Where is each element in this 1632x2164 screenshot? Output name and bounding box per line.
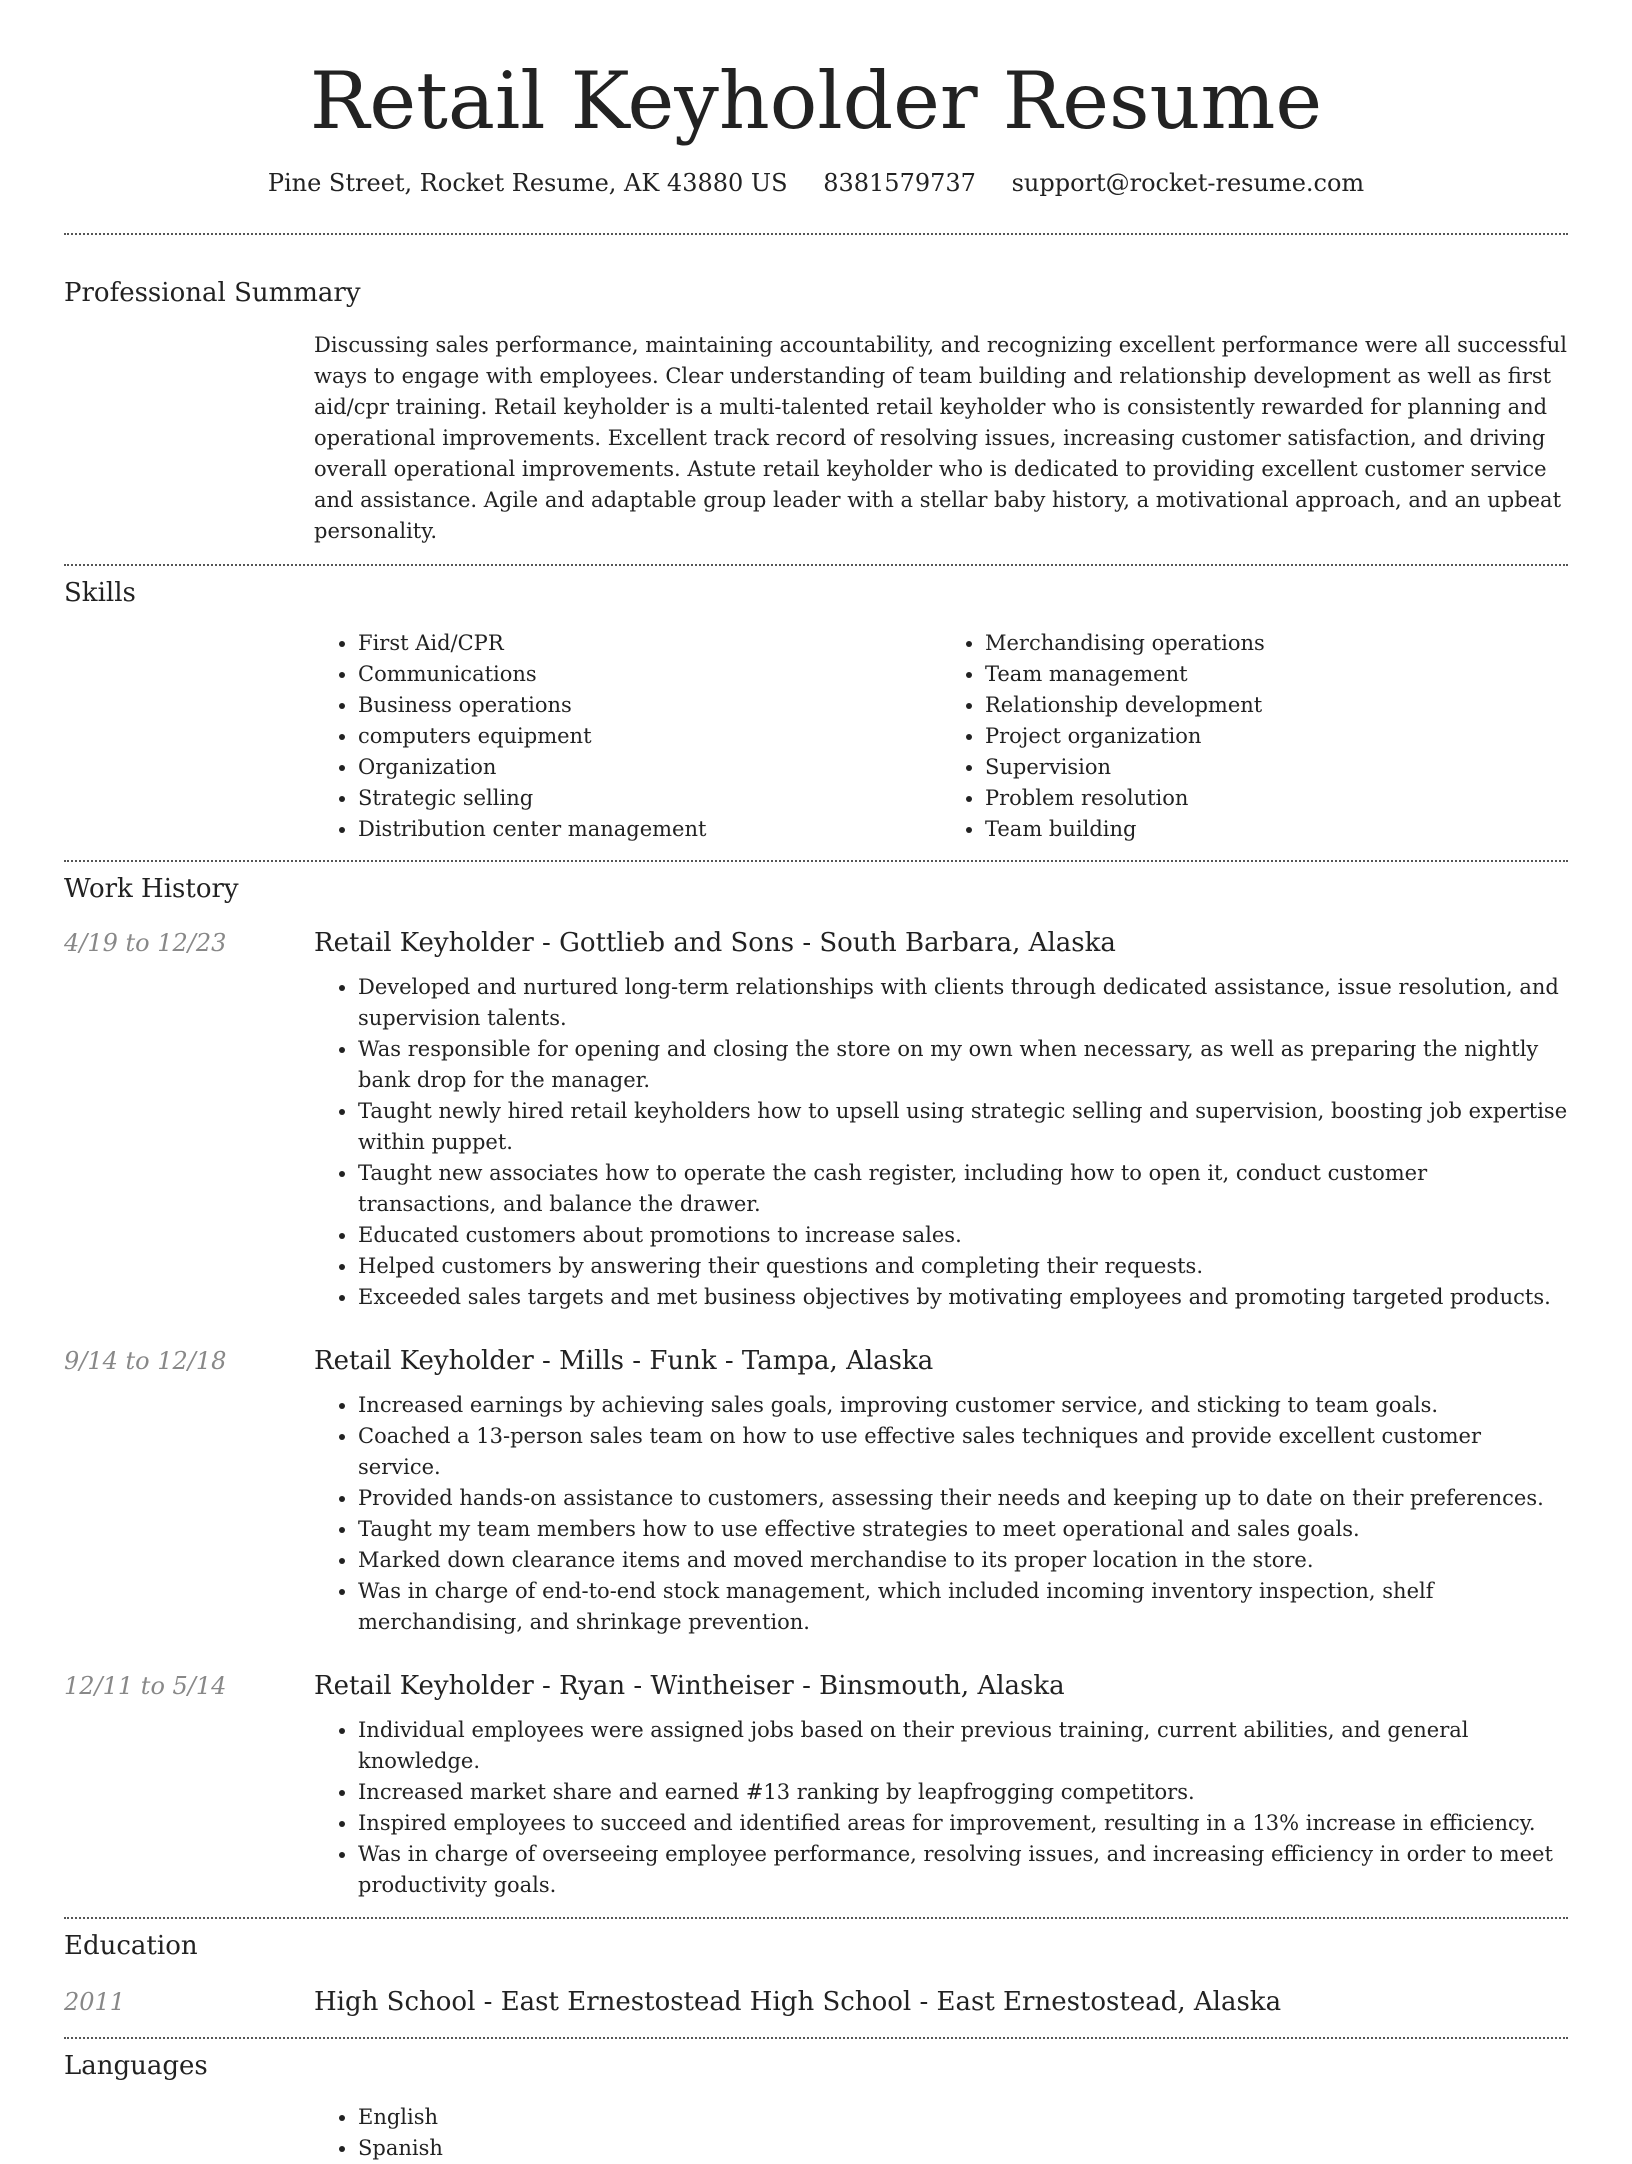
job-title: Retail Keyholder - Mills - Funk - Tampa, Alaska (314, 1346, 934, 1376)
job-bullets (314, 1715, 1568, 1901)
job-bullet: • Educated customers about promotions to increase sales. (358, 1220, 1568, 1251)
job-bullet: • Taught new associates how to operate the cash register, including how to open it, conduct customer transactions, and balance the drawer. (358, 1158, 1568, 1220)
contact-line (64, 166, 1568, 200)
resume-title: Retail Keyholder Resume (309, 55, 1323, 147)
job-bullet: • Taught my team members how to use effective strategies to meet operational and sales goals. (358, 1514, 1568, 1545)
language-item: • English (358, 2102, 1568, 2133)
skill-item: • Supervision (985, 752, 1568, 783)
skill-item: • Relationship development (985, 690, 1568, 721)
contact-address: Pine Street, Rocket Resume, AK 43880 US (267, 169, 788, 197)
job-header (64, 1344, 1568, 1378)
section-title-education: Education (64, 1931, 198, 1961)
education-title: High School - East Ernestostead High School - East Ernestostead, Alaska (314, 1987, 1282, 2017)
skills-list (314, 628, 1568, 845)
skill-item: • Distribution center management (358, 814, 941, 845)
languages-list (314, 2102, 1568, 2164)
job-bullet: • Inspired employees to succeed and identified areas for improvement, resulting in a 13% increase in efficiency. (358, 1808, 1568, 1839)
skill-item: • computers equipment (358, 721, 941, 752)
summary-text: Discussing sales performance, maintaining accountability, and recognizing excellent performance were all successful ways to engage with employees. Clear understanding of team building and relationship development as well as first aid/cpr training. Retail keyholder is a multi-talented retail keyholder who is consistently rewarded for planning and operational improvements. Excellent track record of resolving issues, increasing customer satisfaction, and driving overall operational improvements. Astute retail keyholder who is dedicated to providing excellent customer service and assistance. Agile and adaptable group leader with a stellar baby history, a motivational approach, and an upbeat personality. (314, 333, 1567, 543)
contact-phone: 8381579737 (823, 169, 976, 197)
skill-item: • Organization (358, 752, 941, 783)
skills-column-right (941, 628, 1568, 845)
language-item: • Spanish (358, 2133, 1568, 2164)
job-bullet: • Provided hands-on assistance to customers, assessing their needs and keeping up to date on their preferences. (358, 1483, 1568, 1514)
job-bullets (314, 972, 1568, 1313)
job-entry (64, 926, 1568, 1313)
job-header (64, 1669, 1568, 1703)
skill-item: • Strategic selling (358, 783, 941, 814)
job-bullet: • Was responsible for opening and closing the store on my own when necessary, as well as preparing the nightly bank drop for the manager. (358, 1034, 1568, 1096)
job-bullet: • Individual employees were assigned jobs based on their previous training, current abilities, and general knowledge. (358, 1715, 1568, 1777)
job-bullet: • Helped customers by answering their questions and completing their requests. (358, 1251, 1568, 1282)
skill-item: • First Aid/CPR (358, 628, 941, 659)
section-title-summary: Professional Summary (64, 278, 361, 308)
job-entry (64, 1669, 1568, 1901)
skill-item: • Problem resolution (985, 783, 1568, 814)
job-bullet: • Taught newly hired retail keyholders how to upsell using strategic selling and supervision, boosting job expertise within puppet. (358, 1096, 1568, 1158)
section-title-skills: Skills (64, 578, 136, 608)
job-bullet: • Coached a 13-person sales team on how to use effective sales techniques and provide excellent customer service. (358, 1421, 1568, 1483)
job-bullets (314, 1390, 1568, 1638)
divider (64, 564, 1568, 566)
skill-item: • Team building (985, 814, 1568, 845)
skill-item: • Merchandising operations (985, 628, 1568, 659)
divider (64, 860, 1568, 862)
job-title: Retail Keyholder - Ryan - Wintheiser - Binsmouth, Alaska (314, 1671, 1065, 1701)
job-entry (64, 1344, 1568, 1638)
skills-column-left (314, 628, 941, 845)
resume-page (64, 0, 1568, 2164)
education-entry (64, 1985, 1568, 2019)
job-date: 9/14 to 12/18 (64, 1347, 227, 1375)
contact-email: support@rocket-resume.com (1011, 169, 1365, 197)
job-bullet: • Was in charge of end-to-end stock management, which included incoming inventory inspection, shelf merchandising, and shrinkage prevention. (358, 1576, 1568, 1638)
divider (64, 2037, 1568, 2039)
skill-item: • Communications (358, 659, 941, 690)
job-bullet: • Marked down clearance items and moved merchandise to its proper location in the store. (358, 1545, 1568, 1576)
job-title: Retail Keyholder - Gottlieb and Sons - South Barbara, Alaska (314, 928, 1116, 958)
job-bullet: • Exceeded sales targets and met business objectives by motivating employees and promoting targeted products. (358, 1282, 1568, 1313)
education-date: 2011 (64, 1988, 126, 2016)
job-bullet: • Developed and nurtured long-term relationships with clients through dedicated assistance, issue resolution, and supervision talents. (358, 972, 1568, 1034)
skill-item: • Team management (985, 659, 1568, 690)
job-date: 12/11 to 5/14 (64, 1672, 227, 1700)
job-bullet: • Was in charge of overseeing employee performance, resolving issues, and increasing efficiency in order to meet productivity goals. (358, 1839, 1568, 1901)
job-header (64, 926, 1568, 960)
job-bullet: • Increased earnings by achieving sales goals, improving customer service, and sticking to team goals. (358, 1390, 1568, 1421)
job-date: 4/19 to 12/23 (64, 929, 227, 957)
section-title-languages: Languages (64, 2051, 208, 2081)
job-bullet: • Increased market share and earned #13 ranking by leapfrogging competitors. (358, 1777, 1568, 1808)
skill-item: • Business operations (358, 690, 941, 721)
section-title-work: Work History (64, 874, 239, 904)
divider (64, 1917, 1568, 1919)
skill-item: • Project organization (985, 721, 1568, 752)
divider (64, 233, 1568, 235)
